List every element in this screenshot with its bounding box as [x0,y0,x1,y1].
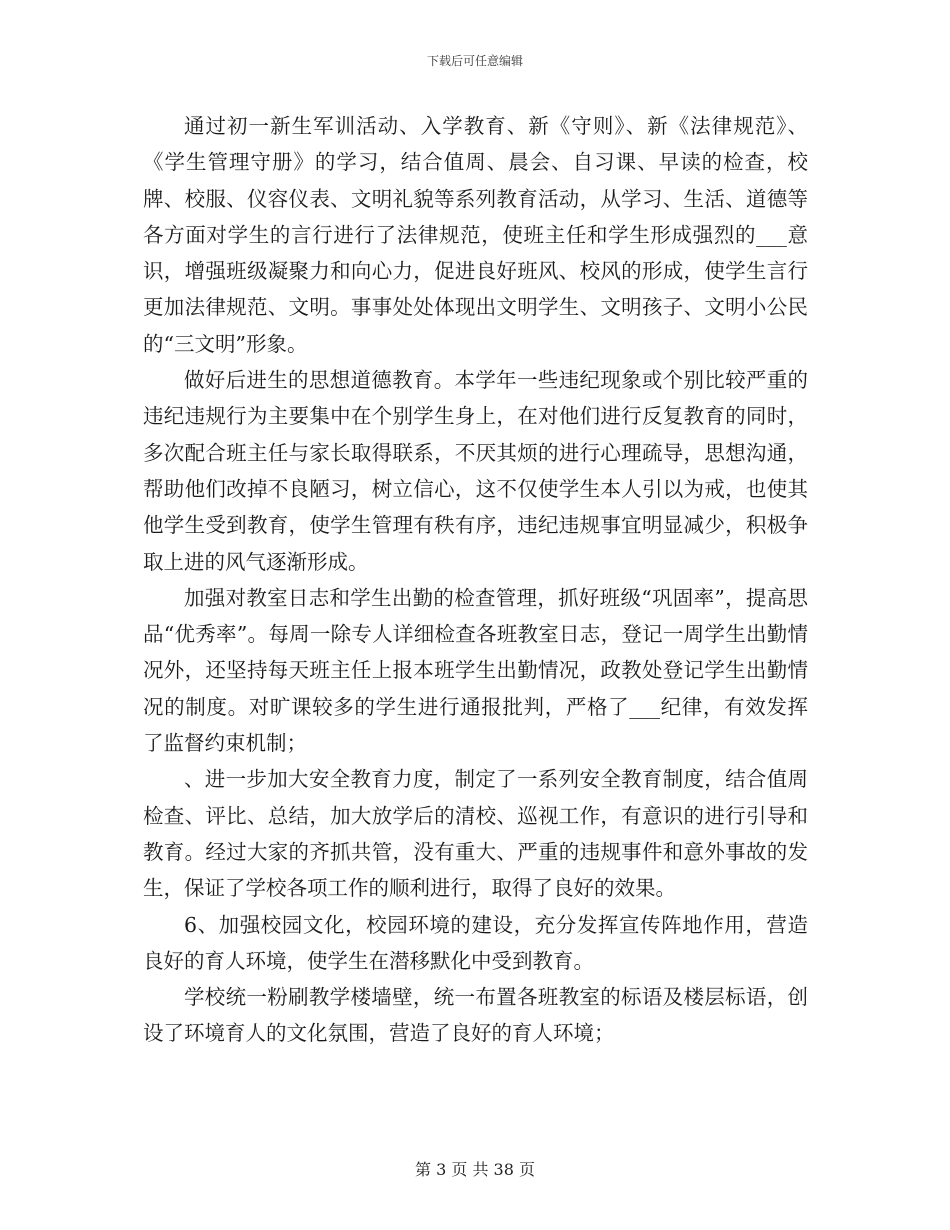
document-body [143,108,808,1052]
paragraph-civic-education: 通过初一新生军训活动、入学教育、新《守则》、新《法律规范》、《学生管理守册》的学习，结合值周、晨会、自习课、早读的检查，校牌、校服、仪容仪表、文明礼貌等系列教育活动，从学习、生活、道德等各方面对学生的言行进行了法律规范，使班主任和学生形成强烈的___意识，增强班级凝聚力和向心力，促进良好班风、校风的形成，使学生言行更加法律规范、文明。事事处处体现出文明学生、文明孩子、文明小公民的“三文明”形象。 [143,114,808,356]
paragraph-attendance-management: 加强对教室日志和学生出勤的检查管理，抓好班级“巩固率”，提高思品“优秀率”。每周一除专人详细检查各班教室日志，登记一周学生出勤情况外，还坚持每天班主任上报本班学生出勤情况，政教处登记学生出勤情况的制度。对旷课较多的学生进行通报批判，严格了___纪律，有效发挥了监督约束机制； [143,585,808,756]
page-header: 下载后可任意编辑 [426,54,523,68]
paragraph-safety-education: 、进一步加大安全教育力度，制定了一系列安全教育制度，结合值周检查、评比、总结，加大放学后的清校、巡视工作，有意识的进行引导和教育。经过大家的齐抓共管，没有重大、严重的违规事件和意外事故的发生，保证了学校各项工作的顺利进行，取得了良好的效果。 [143,767,808,901]
paragraph-environment: 学校统一粉刷教学楼墙壁，统一布置各班教室的标语及楼层标语，创设了环境育人的文化氛围，营造了良好的育人环境； [143,985,808,1046]
paragraph-underachiever-education: 做好后进生的思想道德教育。本学年一些违纪现象或个别比较严重的违纪违规行为主要集中在个别学生身上，在对他们进行反复教育的同时，多次配合班主任与家长取得联系，不厌其烦的进行心理疏导，思想沟通，帮助他们改掉不良陋习，树立信心，这不仅使学生本人引以为戒，也使其他学生受到教育，使学生管理有秩有序，违纪违规事宜明显减少，积极争取上进的风气逐渐形成。 [143,368,808,574]
paragraph-campus-culture: 6、加强校园文化，校园环境的建设，充分发挥宣传阵地作用，营造良好的育人环境，使学生在潜移默化中受到教育。 [143,912,808,973]
page-number: 第 3 页 共 38 页 [415,1160,535,1179]
